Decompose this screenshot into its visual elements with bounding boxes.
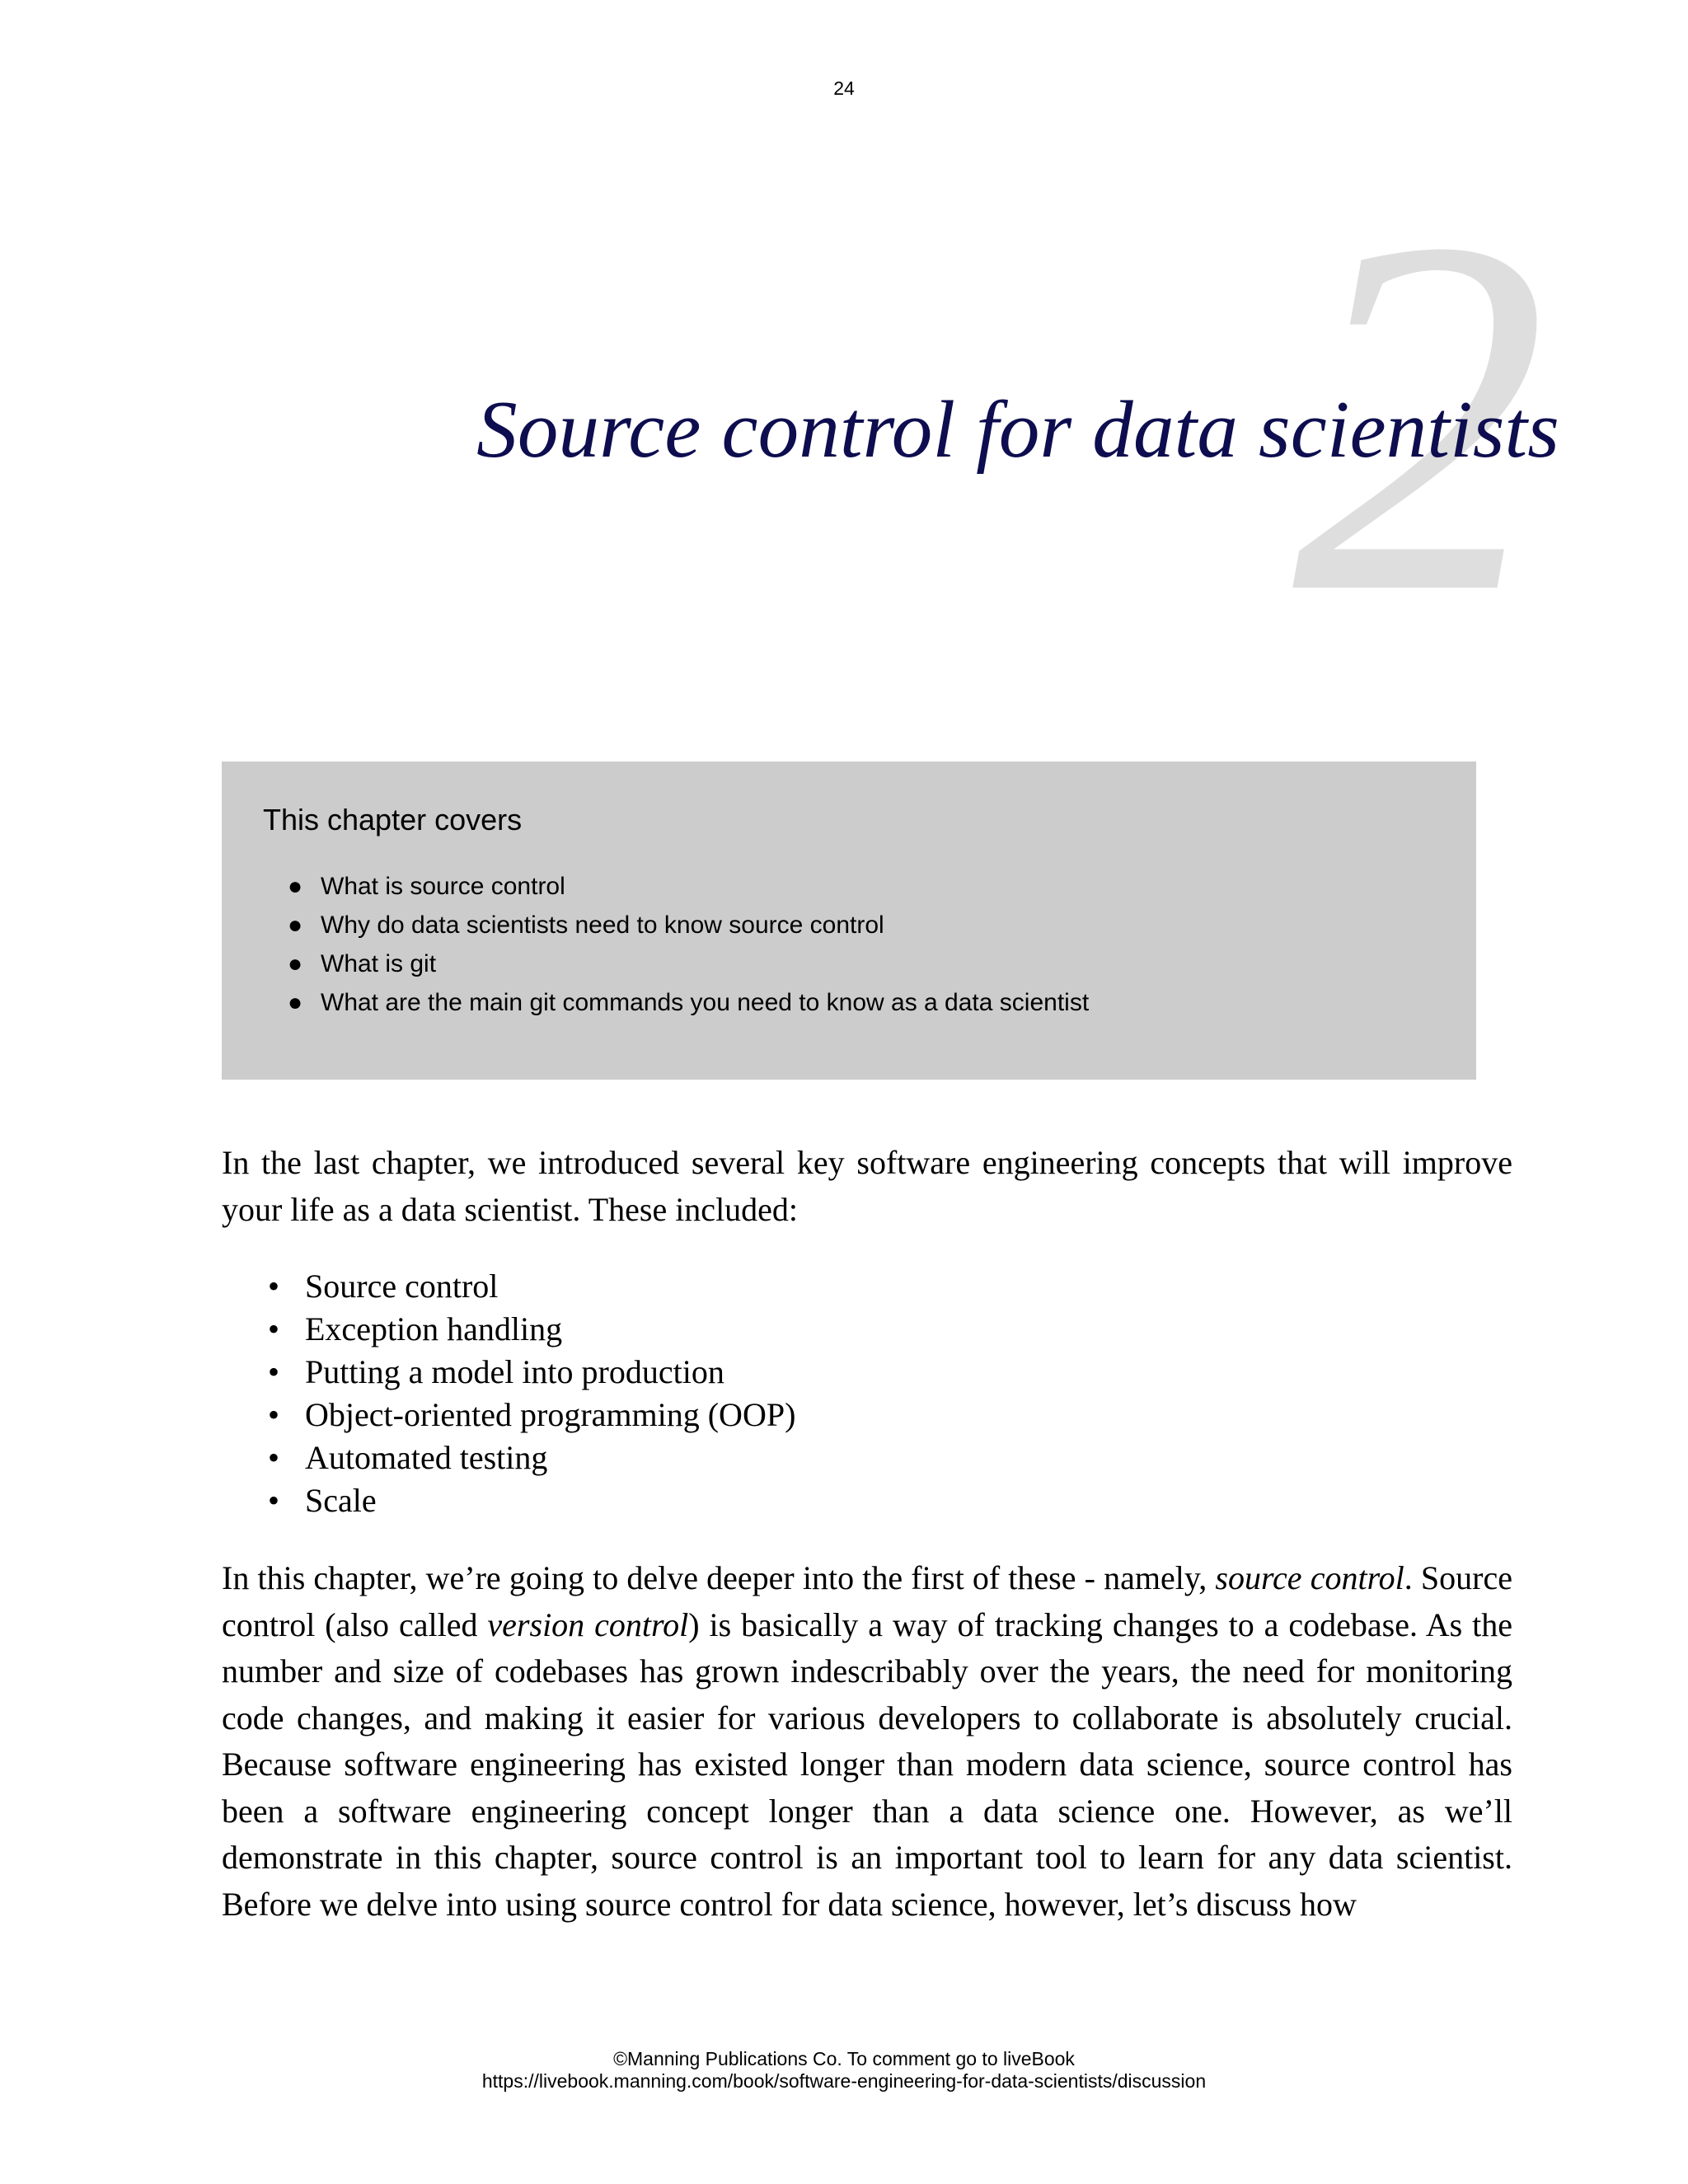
chapter-title: Source control for data scientists [476,385,1559,475]
chapter-covers-box [222,762,1476,1080]
bullet-icon: ● [288,912,303,939]
concepts-list [268,1265,795,1522]
concept-item: • Automated testing [268,1436,795,1479]
covers-item: ● What are the main git commands you need to know as a data scientist [288,983,1435,1022]
intro-paragraph: In the last chapter, we introduced several key software engineering concepts that will improve your life as a data scientist. These included: [222,1144,1512,1228]
covers-list [263,867,1435,1022]
page-footer [0,2048,1688,2093]
bullet-icon: • [268,1396,280,1433]
bullet-icon: • [268,1310,280,1347]
covers-heading: This chapter covers [263,803,523,837]
concept-item: • Putting a model into production [268,1351,795,1394]
page-number: 24 [833,77,855,99]
bullet-icon: ● [288,950,303,977]
chapter-numeral: 2 [1292,134,1548,699]
footer-url[interactable]: https://livebook.manning.com/book/software-engineering-for-data-scientists/discussion [481,2070,1207,2092]
bullet-icon: • [268,1268,280,1305]
footer-copyright: ©Manning Publications Co. To comment go to liveBook [613,2048,1075,2069]
body-paragraph: In this chapter, we’re going to delve deeper into the first of these - namely, source control. Source control (also called version control) is basically a way of tracking changes to a codebase. As the number and size of codebases has grown indescribably over the years, the need for monitoring code changes, and making it easier for various developers to collaborate is absolutely crucial. Because software engineering has existed longer than modern data science, source control has been a software engineering concept longer than a data science one. However, as we’ll demonstrate in this chapter, source control is an important tool to learn for any data scientist. Before we delve into using source control for data science, however, let’s discuss how [222,1559,1513,1923]
concept-item: • Scale [268,1479,795,1522]
concept-item: • Exception handling [268,1308,795,1351]
emphasis-version-control: version control [487,1605,689,1643]
covers-item: ● Why do data scientists need to know source control [288,906,1435,944]
bullet-icon: • [268,1439,280,1476]
bullet-icon: • [268,1482,280,1519]
covers-item: ● What is source control [288,867,1435,906]
emphasis-source-control: source control [1215,1559,1404,1596]
concept-item: • Source control [268,1265,795,1308]
concept-item: • Object-oriented programming (OOP) [268,1394,795,1436]
bullet-icon: ● [288,989,303,1016]
bullet-icon: ● [288,873,303,900]
bullet-icon: • [268,1353,280,1390]
covers-item: ● What is git [288,944,1435,983]
